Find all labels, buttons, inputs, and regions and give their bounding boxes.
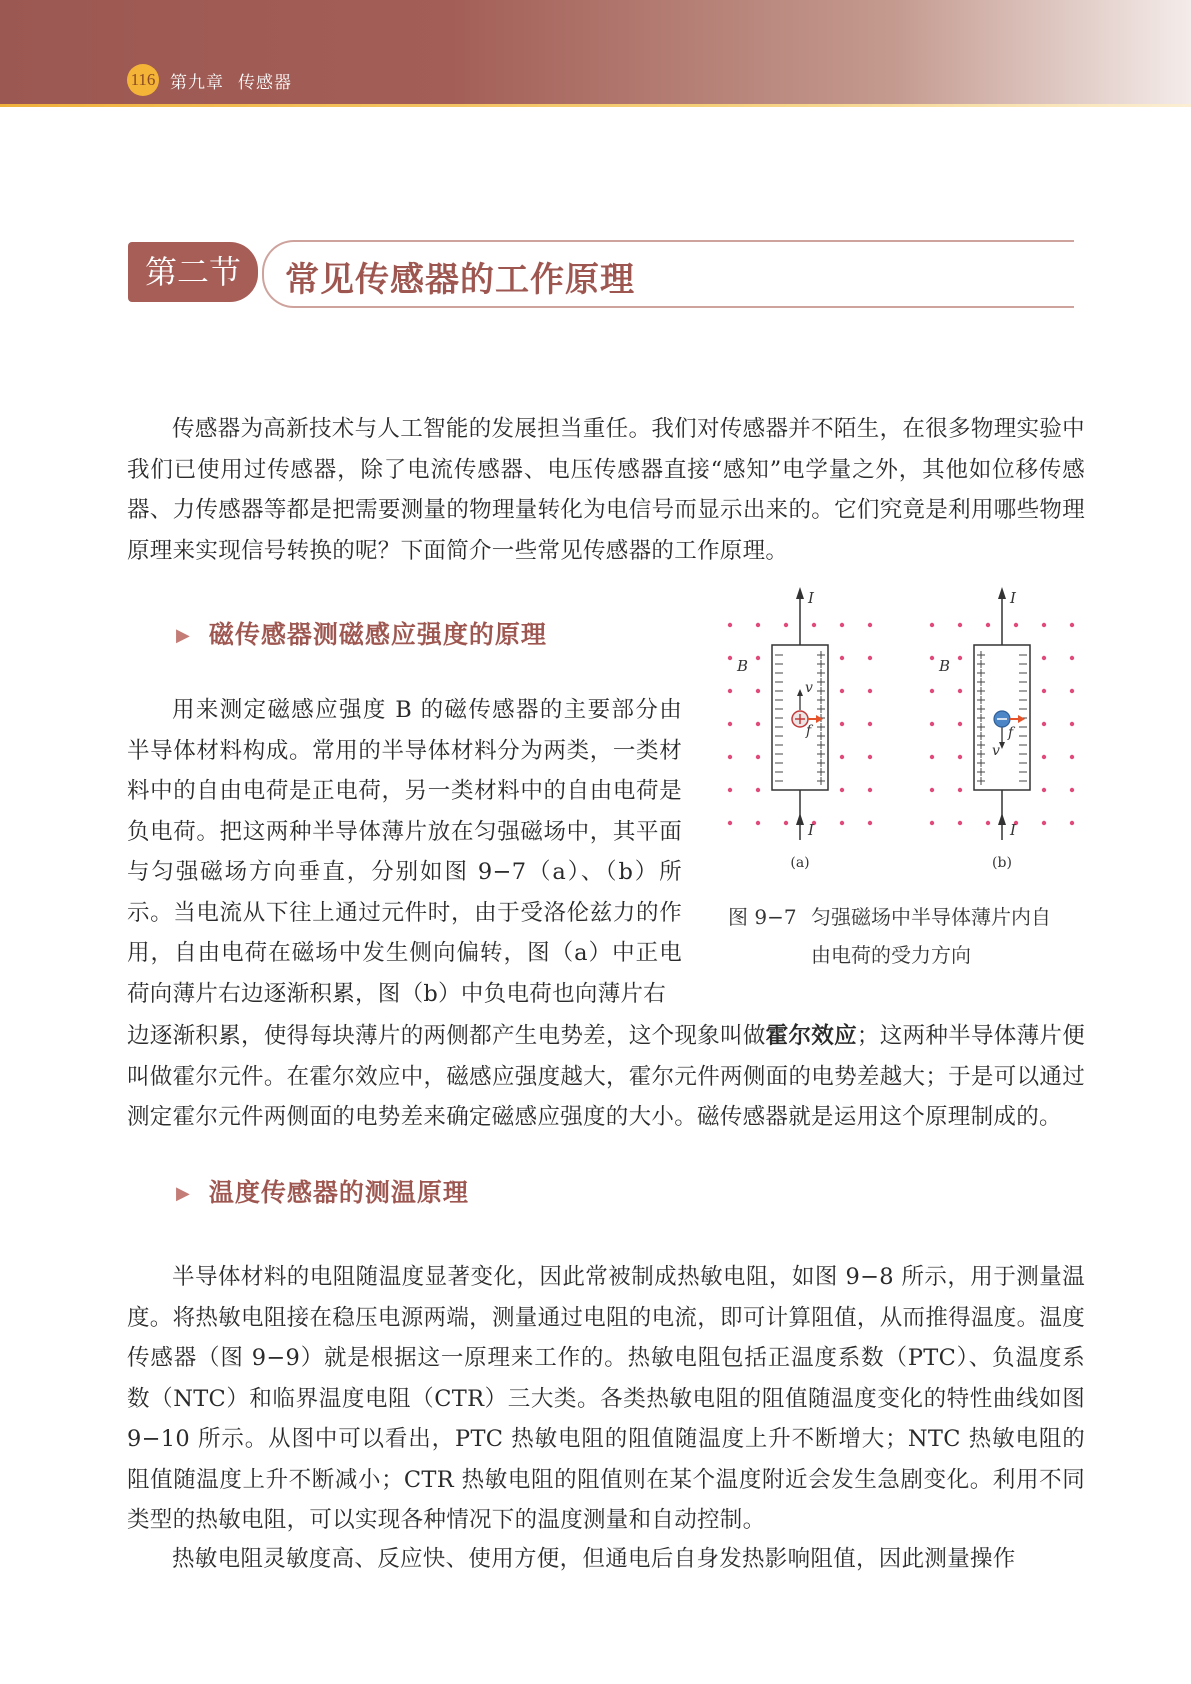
field-dot <box>930 722 934 726</box>
velocity-label-b: v <box>992 743 1000 759</box>
triangle-bullet-icon: ▶ <box>176 625 191 646</box>
field-dot <box>1042 755 1046 759</box>
field-dot <box>1070 689 1074 693</box>
chapter-number: 第九章 <box>170 73 224 93</box>
field-dot <box>728 623 732 627</box>
field-dot <box>1070 722 1074 726</box>
header-rule <box>0 104 1191 107</box>
field-dot <box>868 623 872 627</box>
current-label-a-bottom: I <box>808 821 814 839</box>
subsection-heading-text: 磁传感器测磁感应强度的原理 <box>208 620 547 649</box>
hall-effect-term: 霍尔效应 <box>765 1023 857 1049</box>
field-dot <box>868 656 872 660</box>
field-dot <box>958 656 962 660</box>
field-dot <box>930 689 934 693</box>
temperature-paragraph-2: 热敏电阻灵敏度高、反应快、使用方便，但通电后自身发热影响阻值，因此测量操作 <box>172 1546 1016 1572</box>
figure-caption <box>728 898 1088 974</box>
field-dot <box>840 722 844 726</box>
field-dot <box>868 722 872 726</box>
hall-text-a: 边逐渐积累，使得每块薄片的两侧都产生电势差，这个现象叫做 <box>127 1023 766 1049</box>
field-dot <box>784 623 788 627</box>
panel-label-b: (b) <box>992 855 1012 871</box>
field-dot <box>840 821 844 825</box>
field-dot <box>728 821 732 825</box>
field-dot <box>728 689 732 693</box>
field-dot <box>1070 821 1074 825</box>
temperature-paragraph-1: 半导体材料的电阻随温度显著变化，因此常被制成热敏电阻，如图 9−8 所示，用于测量温度。将热敏电阻接在稳压电源两端，测量通过电阻的电流，即可计算阻值，从而推得温度。温度传感器（图 9−9）就是根据这一原理来工作的。热敏电阻包括正温度系数（PTC）、负温度系数（NTC）和临界温度电阻（CTR）三大类。各类热敏电阻的阻值随温度变化的特性曲线如图 9−10 所示。从图中可以看出，PTC 热敏电阻的阻值随温度上升不断增大；NTC 热敏电阻的阻值随温度上升不断减小；CTR 热敏电阻的阻值则在某个温度附近会发生急剧变化。利用不同类型的热敏电阻，可以实现各种情况下的温度测量和自动控制。 <box>127 1264 1085 1533</box>
field-dot <box>756 722 760 726</box>
hall-text-b: ；这两种半导体薄片便叫做霍尔元件。在霍尔效应中，磁感应强度越大，霍尔元件两侧面的电势差越大；于是可以通过测定霍尔元件两侧面的电势差来确定磁感应强度的大小。磁传感器就是运用这个原理制成的。 <box>127 1023 1086 1130</box>
subsection-heading-magnetic <box>176 615 547 651</box>
field-dot <box>756 755 760 759</box>
chapter-title: 传感器 <box>238 73 292 93</box>
field-dot <box>958 755 962 759</box>
section-badge: 第二节 <box>128 242 258 302</box>
current-label-b-bottom: I <box>1010 821 1016 839</box>
field-dot <box>728 656 732 660</box>
field-dot <box>958 689 962 693</box>
field-dot <box>1070 788 1074 792</box>
field-dot <box>728 722 732 726</box>
field-dot <box>1070 755 1074 759</box>
field-dot <box>958 821 962 825</box>
field-dot <box>986 821 990 825</box>
field-dot <box>840 623 844 627</box>
force-label-a: f <box>806 723 812 739</box>
field-dot <box>1042 656 1046 660</box>
field-dot <box>1014 623 1018 627</box>
current-label-a-top: I <box>808 589 814 607</box>
field-dot <box>756 689 760 693</box>
field-dot <box>840 656 844 660</box>
subsection-heading-text: 温度传感器的测温原理 <box>208 1178 469 1207</box>
field-dot <box>756 656 760 660</box>
field-label-a: B <box>737 657 749 675</box>
field-dot <box>840 755 844 759</box>
field-dot <box>958 623 962 627</box>
field-dot <box>756 788 760 792</box>
section-title: 常见传感器的工作原理 <box>285 260 635 300</box>
field-dot <box>930 755 934 759</box>
caption-line-1 <box>728 898 1088 936</box>
page-number: 116 <box>127 64 159 96</box>
field-dot <box>930 788 934 792</box>
field-dot <box>868 755 872 759</box>
field-dot <box>930 623 934 627</box>
field-dot <box>930 821 934 825</box>
field-dot <box>868 788 872 792</box>
field-dot <box>1042 788 1046 792</box>
field-dot <box>756 623 760 627</box>
field-dot <box>868 821 872 825</box>
field-dot <box>756 821 760 825</box>
field-dot <box>784 821 788 825</box>
panel-a <box>736 587 828 871</box>
hall-paragraph-part1: 用来测定磁感应强度 B 的磁传感器的主要部分由半导体材料构成。常用的半导体材料分为两类，一类材料中的自由电荷是正电荷，另一类材料中的自由电荷是负电荷。把这两种半导体薄片放在匀强磁场中，其平面与匀强磁场方向垂直，分别如图 9−7（a）、（b）所示。当电流从下往上通过元件时，由于受洛伦兹力的作用，自由电荷在磁场中发生侧向偏转，图（a）中正电荷向薄片右边逐渐积累，图（b）中负电荷也向薄片右 <box>127 697 682 1007</box>
field-dot <box>812 623 816 627</box>
hall-paragraph-part2 <box>127 1016 1085 1138</box>
field-dot <box>1042 722 1046 726</box>
field-dot <box>840 788 844 792</box>
panel-b <box>938 587 1030 871</box>
hall-effect-figure <box>720 585 1100 885</box>
caption-line-2: 由电荷的受力方向 <box>811 943 971 967</box>
caption-text-1: 匀强磁场中半导体薄片内自 <box>811 905 1051 929</box>
field-dot <box>1042 623 1046 627</box>
current-label-b-top: I <box>1010 589 1016 607</box>
field-dot <box>1070 623 1074 627</box>
field-dot <box>868 689 872 693</box>
field-label-b: B <box>939 657 951 675</box>
field-dot <box>1042 689 1046 693</box>
velocity-label-a: v <box>805 680 813 696</box>
field-dot <box>728 755 732 759</box>
field-dot <box>930 656 934 660</box>
field-dot <box>958 722 962 726</box>
field-dot <box>1070 656 1074 660</box>
field-dot <box>728 788 732 792</box>
running-header <box>170 68 306 93</box>
subsection-heading-temperature <box>176 1173 469 1209</box>
field-dot <box>986 623 990 627</box>
intro-paragraph: 传感器为高新技术与人工智能的发展担当重任。我们对传感器并不陌生，在很多物理实验中我们已使用过传感器，除了电流传感器、电压传感器直接“感知”电学量之外，其他如位移传感器、力传感器等都是把需要测量的物理量转化为电信号而显示出来的。它们究竟是利用哪些物理原理来实现信号转换的呢？下面简介一些常见传感器的工作原理。 <box>127 416 1085 564</box>
field-dot <box>1042 821 1046 825</box>
caption-number: 图 9−7 <box>728 905 797 929</box>
field-dot <box>840 689 844 693</box>
triangle-bullet-icon: ▶ <box>176 1183 191 1204</box>
field-dot <box>958 788 962 792</box>
force-label-b: f <box>1008 725 1014 741</box>
panel-label-a: (a) <box>790 855 810 871</box>
